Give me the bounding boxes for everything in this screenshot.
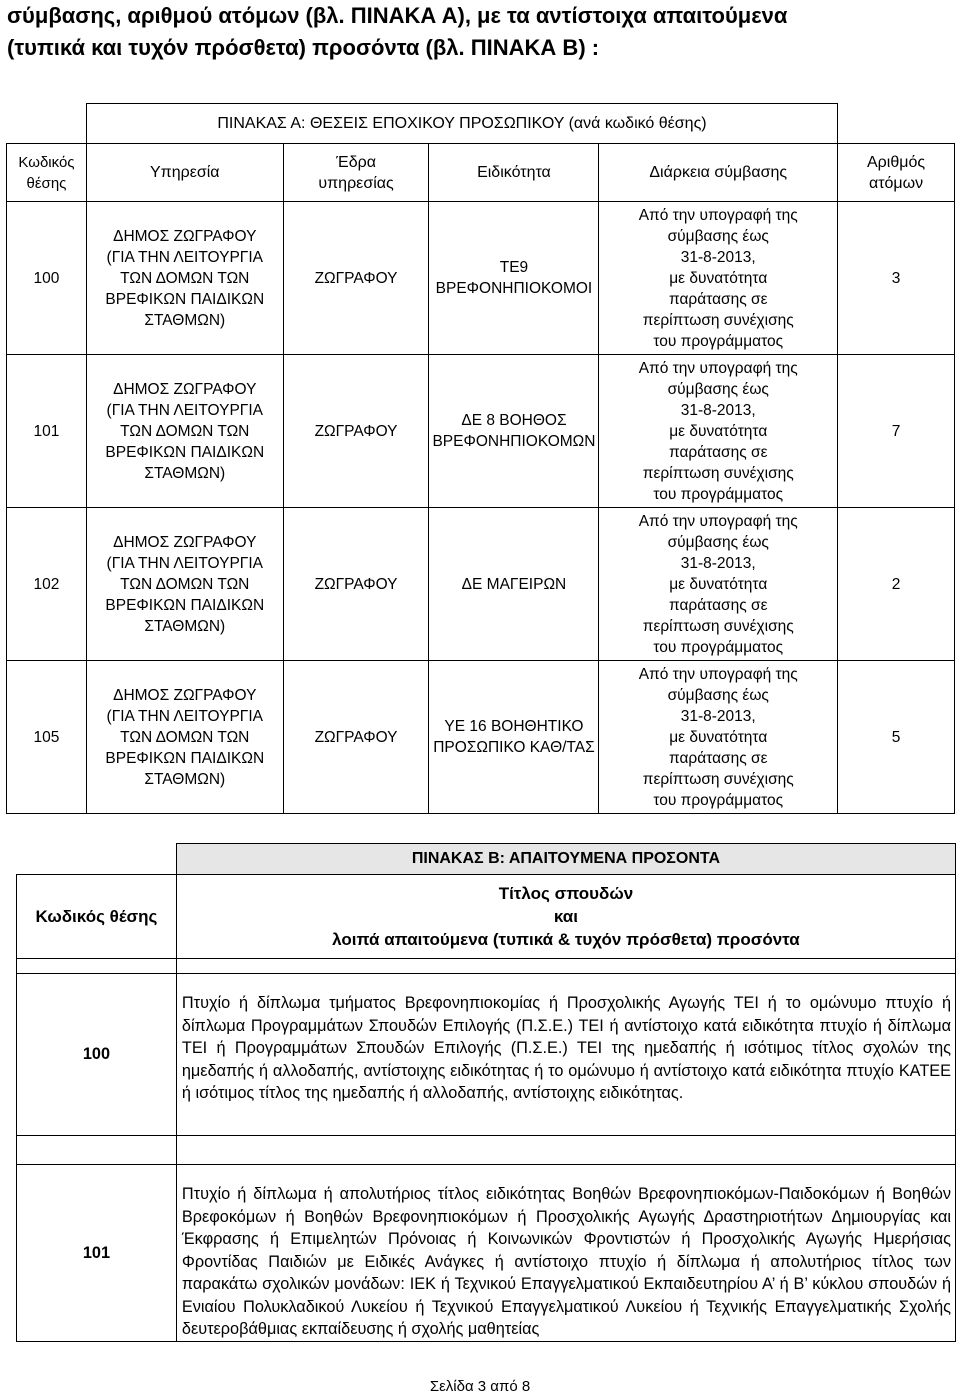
table-b-header-row: [17, 875, 956, 959]
row-seat: ΖΩΓΡΑΦΟΥ: [283, 661, 429, 814]
row-code: 100: [7, 202, 87, 355]
table-a-caption-spacer: [838, 104, 955, 144]
row-code: 102: [7, 508, 87, 661]
header-code: Κωδικός θέσης: [7, 144, 87, 202]
header-seat-text: Έδρα υπηρεσίας: [318, 153, 394, 192]
row-qualifications: Πτυχίο ή δίπλωμα ή απολυτήριος τίτλος ειδικότητας Βοηθών Βρεφονηπιοκόμων-Παιδοκόμων ή Βοηθών Βρεφοκόμων ή Βοηθών Βρεφονηπιοκόμων ή Προσχολικής Αγωγής Δραστηριοτήτων Δημιουργίας και Έκφρασης ή Επιμελητών Πρόνοιας ή Κοινωνικών Φροντιστών ή Προσχολικής Αγωγής Ημερήσιας Φροντίδας Παιδιών με Ειδικές Ανάγκες ή αντίστοιχο πτυχίο ή δίπλωμα ή απολυτήριος τίτλος των παρακάτω σχολικών μονάδων: ΙΕΚ ή Τεχνικού Επαγγελματικού Εκπαιδευτηρίου Α’ ή Β’ κύκλου σπουδών ή Ενιαίου Πολυκλαδικού Λυκείου ή Τεχνικού Επαγγελματικού Λυκείου ή Τεχνικής Επαγγελματικής Σχολής δευτεροβάθμιας εκπαίδευσης ή σχολής μαθητείας: [176, 1165, 955, 1342]
row-count: 2: [838, 508, 955, 661]
header-service: Υπηρεσία: [86, 144, 283, 202]
row-duration: Από την υπογραφή της σύμβασης έως 31-8-2013, με δυνατότητα παράτασης σε περίπτωση συνέχισης του προγράμματος: [599, 661, 838, 814]
intro-line-1: σύμβασης, αριθμού ατόμων (βλ. ΠΙΝΑΚΑ Α), με τα αντίστοιχα απαιτούμενα: [7, 3, 788, 28]
row-duration: Από την υπογραφή της σύμβασης έως 31-8-2013, με δυνατότητα παράτασης σε περίπτωση συνέχισης του προγράμματος: [599, 508, 838, 661]
intro-paragraph: [7, 0, 955, 64]
row-qualifications: Πτυχίο ή δίπλωμα τμήματος Βρεφονηπιοκομίας ή Προσχολικής Αγωγής ΤΕΙ ή το ομώνυμο πτυχίο ή δίπλωμα Προγραμμάτων Σπουδών Επιλογής (Π.Σ.Ε.) ΤΕΙ ή αντίστοιχο κατά ειδικότητα πτυχίο ή δίπλωμα ΤΕΙ ή Προγραμμάτων Σπουδών Επιλογής (Π.Σ.Ε.) ΤΕΙ της ημεδαπής ή ισότιμος τίτλος σχολών της ημεδαπής ή αλλοδαπής, αντίστοιχης ειδικότητας ή το ομώνυμο ή αντίστοιχο κατά ειδικότητα πτυχίο ΚΑΤΕΕ ή ισότιμος τίτλος της ημεδαπής ή αλλοδαπής, αντίστοιχης ειδικότητας.: [176, 974, 955, 1136]
table-b-spacer-row: [17, 959, 956, 974]
row-specialty: ΔΕ 8 ΒΟΗΘΟΣ ΒΡΕΦΟΝΗΠΙΟΚΟΜΩΝ: [429, 355, 599, 508]
table-b-header-code: Κωδικός θέσης: [17, 875, 177, 959]
table-b-spacer-row: [17, 1136, 956, 1165]
row-specialty: ΥΕ 16 ΒΟΗΘΗΤΙΚΟ ΠΡΟΣΩΠΙΚΟ ΚΑΘ/ΤΑΣ: [429, 661, 599, 814]
row-duration: Από την υπογραφή της σύμβασης έως 31-8-2013, με δυνατότητα παράτασης σε περίπτωση συνέχισης του προγράμματος: [599, 355, 838, 508]
row-duration: Από την υπογραφή της σύμβασης έως 31-8-2013, με δυνατότητα παράτασης σε περίπτωση συνέχισης του προγράμματος: [599, 202, 838, 355]
table-b-caption-row: [17, 844, 956, 875]
row-seat: ΖΩΓΡΑΦΟΥ: [283, 508, 429, 661]
row-code: 105: [7, 661, 87, 814]
table-b: [16, 843, 956, 1342]
row-count: 3: [838, 202, 955, 355]
spacer-cell: [17, 959, 177, 974]
intro-line-2: (τυπικά και τυχόν πρόσθετα) προσόντα (βλ. ΠΙΝΑΚΑ Β) :: [7, 35, 600, 60]
header-count: [838, 144, 955, 202]
row-count: 5: [838, 661, 955, 814]
table-b-header-title: Τίτλος σπουδών και λοιπά απαιτούμενα (τυπικά & τυχόν πρόσθετα) προσόντα: [176, 875, 955, 959]
header-count-text: Αριθμός ατόμων: [867, 153, 926, 192]
table-b-caption-spacer: [17, 844, 177, 875]
table-row: [7, 355, 955, 508]
table-a-header-row: [7, 144, 955, 202]
row-specialty: ΤΕ9 ΒΡΕΦΟΝΗΠΙΟΚΟΜΟΙ: [429, 202, 599, 355]
table-row: [17, 974, 956, 1136]
table-a-caption-row: [7, 104, 955, 144]
table-a: [6, 103, 955, 814]
header-duration: Διάρκεια σύμβασης: [599, 144, 838, 202]
row-service: ΔΗΜΟΣ ΖΩΓΡΑΦΟΥ (ΓΙΑ ΤΗΝ ΛΕΙΤΟΥΡΓΙΑ ΤΩΝ ΔΟΜΩΝ ΤΩΝ ΒΡΕΦΙΚΩΝ ΠΑΙΔΙΚΩΝ ΣΤΑΘΜΩΝ): [86, 202, 283, 355]
spacer-cell: [176, 1136, 955, 1165]
row-seat: ΖΩΓΡΑΦΟΥ: [283, 355, 429, 508]
row-code: 100: [17, 974, 177, 1136]
table-row: [7, 661, 955, 814]
table-b-caption: ΠΙΝΑΚΑΣ Β: ΑΠΑΙΤΟΥΜΕΝΑ ΠΡΟΣΟΝΤΑ: [176, 844, 955, 875]
header-specialty: Ειδικότητα: [429, 144, 599, 202]
row-code: 101: [17, 1165, 177, 1342]
row-service: ΔΗΜΟΣ ΖΩΓΡΑΦΟΥ (ΓΙΑ ΤΗΝ ΛΕΙΤΟΥΡΓΙΑ ΤΩΝ ΔΟΜΩΝ ΤΩΝ ΒΡΕΦΙΚΩΝ ΠΑΙΔΙΚΩΝ ΣΤΑΘΜΩΝ): [86, 508, 283, 661]
table-row: [17, 1165, 956, 1342]
row-code: 101: [7, 355, 87, 508]
row-service: ΔΗΜΟΣ ΖΩΓΡΑΦΟΥ (ΓΙΑ ΤΗΝ ΛΕΙΤΟΥΡΓΙΑ ΤΩΝ ΔΟΜΩΝ ΤΩΝ ΒΡΕΦΙΚΩΝ ΠΑΙΔΙΚΩΝ ΣΤΑΘΜΩΝ): [86, 661, 283, 814]
row-seat: ΖΩΓΡΑΦΟΥ: [283, 202, 429, 355]
table-row: [7, 202, 955, 355]
table-row: [7, 508, 955, 661]
table-a-caption-spacer: [7, 104, 87, 144]
row-service: ΔΗΜΟΣ ΖΩΓΡΑΦΟΥ (ΓΙΑ ΤΗΝ ΛΕΙΤΟΥΡΓΙΑ ΤΩΝ ΔΟΜΩΝ ΤΩΝ ΒΡΕΦΙΚΩΝ ΠΑΙΔΙΚΩΝ ΣΤΑΘΜΩΝ): [86, 355, 283, 508]
spacer-cell: [17, 1136, 177, 1165]
header-seat: [283, 144, 429, 202]
spacer-cell: [176, 959, 955, 974]
page-number: Σελίδα 3 από 8: [429, 1378, 531, 1395]
row-count: 7: [838, 355, 955, 508]
row-specialty: ΔΕ ΜΑΓΕΙΡΩΝ: [429, 508, 599, 661]
table-a-caption: ΠΙΝΑΚΑΣ Α: ΘΕΣΕΙΣ ΕΠΟΧΙΚΟΥ ΠΡΟΣΩΠΙΚΟΥ (ανά κωδικό θέσης): [86, 104, 837, 144]
